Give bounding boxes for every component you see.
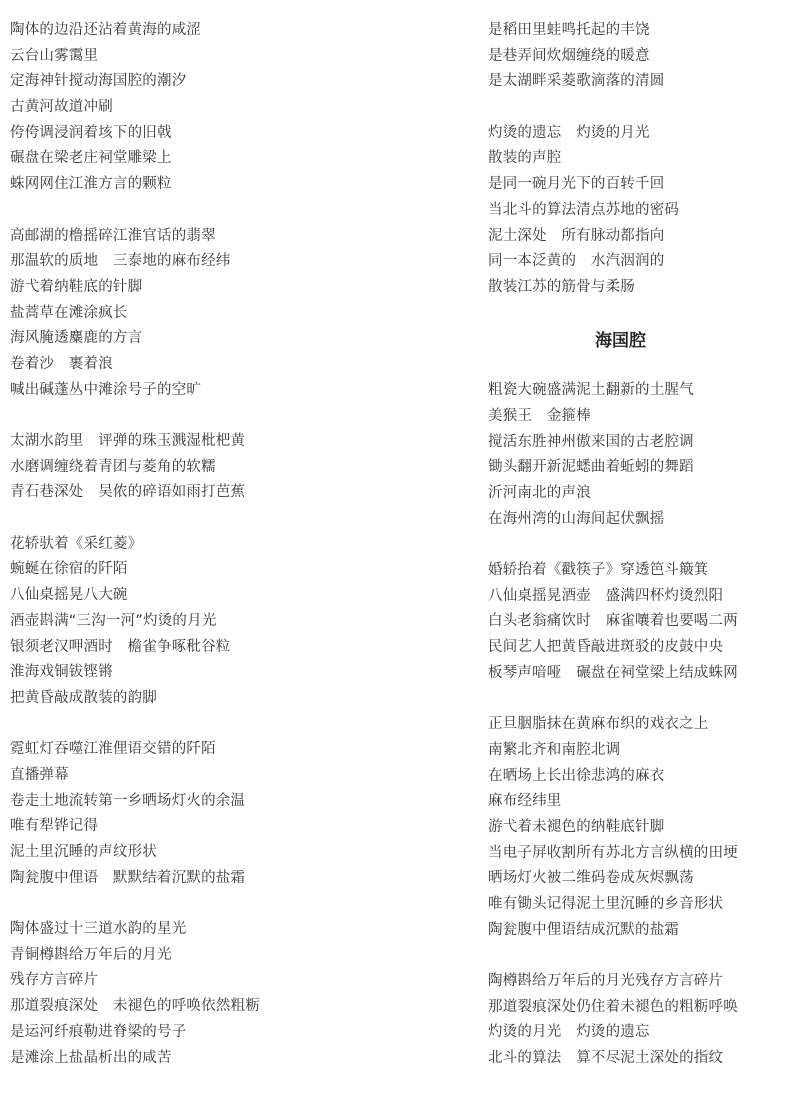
poem-line: 陶樽斟给万年后的月光残存方言碎片 — [488, 973, 724, 990]
poem-stanza — [10, 917, 390, 1071]
poem-line: 水磨调缠绕着青团与菱角的软糯 — [10, 458, 216, 475]
poem-line: 卷着沙 裹着浪 — [10, 355, 113, 372]
poem-line: 是巷弄间炊烟缠绕的暖意 — [488, 47, 650, 64]
poem-line: 蜿蜒在徐宿的阡陌 — [10, 561, 128, 578]
poem-stanza — [10, 429, 390, 506]
poem-line: 民间艺人把黄昏敲进斑驳的皮鼓中央 — [488, 639, 724, 656]
poem-line: 侉侉调浸润着垓下的旧戟 — [10, 124, 172, 141]
poem-line: 沂河南北的声浪 — [488, 485, 591, 501]
poem-line: 游弋着未褪色的纳鞋底针脚 — [488, 818, 665, 835]
right-column — [488, 18, 793, 1098]
poem-line: 是稻田里蛙鸣托起的丰饶 — [488, 22, 650, 38]
poem-line: 晒场灯火被二维码卷成灰烬飘荡 — [488, 870, 694, 887]
poem-line: 灼烫的遗忘 灼烫的月光 — [488, 124, 650, 141]
poem-line: 是滩涂上盐晶析出的咸苦 — [10, 1049, 172, 1066]
poem-line: 是同一碗月光下的百转千回 — [488, 176, 665, 193]
poem-line: 霓虹灯吞噬江淮俚语交错的阡陌 — [10, 741, 216, 758]
poem-line: 喊出碱蓬丛中滩涂号子的空旷 — [10, 381, 202, 398]
poem-line: 那温软的质地 三泰地的麻布经纬 — [10, 253, 231, 270]
poem-line: 银须老汉呷酒时 檐雀争啄秕谷粒 — [10, 638, 231, 655]
poem-line: 花轿驮着《采红菱》 — [10, 535, 143, 552]
poem-line: 那道裂痕深处仍住着未褪色的粗粝呼唤 — [488, 998, 738, 1015]
poem-stanza — [488, 121, 793, 301]
poem-line: 北斗的算法 算不尽泥土深处的指纹 — [488, 1050, 724, 1067]
poem-line: 散装的声腔 — [488, 150, 562, 167]
poem-stanza — [488, 18, 793, 95]
poem-line: 陶瓮腹中俚语 默默结着沉默的盐霜 — [10, 869, 246, 886]
left-column — [10, 18, 390, 1097]
poem-line: 搅活东胜神州傲来国的古老腔调 — [488, 433, 694, 450]
poem-line: 陶体盛过十三道水韵的星光 — [10, 921, 187, 938]
poem-stanza — [10, 532, 390, 712]
poem-line: 游弋着纳鞋底的针脚 — [10, 278, 143, 295]
poem-line: 青石巷深处 吴侬的碎语如雨打芭蕉 — [10, 484, 246, 501]
poem-stanza — [488, 378, 793, 532]
poem-line: 残存方言碎片 — [10, 972, 99, 989]
poem-line: 美猴王 金箍棒 — [488, 407, 591, 424]
poem-line: 当北斗的算法清点苏地的密码 — [488, 201, 680, 218]
poem-line: 青铜樽斟给万年后的月光 — [10, 946, 172, 963]
poem-line: 同一本泛黄的 水汽洇润的 — [488, 253, 665, 270]
poem-line: 正旦胭脂抹在黄麻布织的戏衣之上 — [488, 716, 709, 733]
poem-line: 定海神针搅动海国腔的潮汐 — [10, 73, 187, 90]
poem-line: 灼烫的月光 灼烫的遗忘 — [488, 1024, 650, 1041]
poem-line: 泥土里沉睡的声纹形状 — [10, 844, 157, 860]
poem-line: 麻布经纬里 — [488, 793, 562, 810]
poem-line: 那道裂痕深处 未褪色的呼唤依然粗粝 — [10, 998, 260, 1015]
poem-line: 卷走土地流转第一乡晒场灯火的余温 — [10, 792, 246, 809]
poem-line: 唯有锄头记得泥土里沉睡的乡音形状 — [488, 896, 724, 912]
poem-line: 锄头翻开新泥蟋曲着蚯蚓的舞蹈 — [488, 459, 694, 476]
poem-line: 散装江苏的筋骨与柔肠 — [488, 278, 635, 295]
poem-line: 蛛网网住江淮方言的颗粒 — [10, 176, 172, 193]
poem-line: 把黄昏敲成散装的韵脚 — [10, 689, 157, 706]
poem-line: 碾盘在梁老庄祠堂雕梁上 — [10, 150, 172, 167]
poem-line: 直播弹幕 — [10, 766, 69, 783]
poem-line: 是运河纤痕勒进脊梁的号子 — [10, 1023, 187, 1040]
poem-line: 唯有犁铧记得 — [10, 818, 99, 835]
poem-line: 当电子屏收割所有苏北方言纵横的田埂 — [488, 844, 738, 861]
poem-line: 粗瓷大碗盛满泥土翻新的土腥气 — [488, 382, 694, 399]
poem-line: 白头老翁痛饮时 麻雀嚷着也要喝二两 — [488, 613, 738, 630]
section-heading: 海国腔 — [595, 331, 646, 352]
poem-line: 陶瓮腹中俚语结成沉默的盐霜 — [488, 921, 680, 938]
poem-stanza — [488, 969, 793, 1072]
poem-line: 高邮湖的橹摇碎江淮官话的翡翠 — [10, 227, 216, 244]
poem-line: 婚轿抬着《戳筷子》穿透笆斗簸箕 — [488, 562, 709, 579]
poem-line: 是太湖畔采菱歌滴落的清圆 — [488, 73, 665, 90]
poem-line: 太湖水韵里 评弹的珠玉溅湿枇杷黄 — [10, 433, 246, 449]
poem-line: 在海州湾的山海间起伏飘摇 — [488, 510, 665, 527]
poem-line: 泥土深处 所有脉动都指向 — [488, 227, 665, 244]
poem-line: 酒壶斟满“三沟一河”灼烫的月光 — [10, 612, 217, 629]
poem-line: 八仙桌摇晃八大碗 — [10, 587, 128, 604]
poem-stanza — [488, 558, 793, 686]
poem-stanza — [488, 712, 793, 943]
poem-line: 海风腌透麋鹿的方言 — [10, 330, 143, 347]
poem-line: 古黄河故道冲刷 — [10, 99, 113, 116]
poem-line: 陶体的边沿还沾着黄海的咸涩 — [10, 22, 202, 38]
poem-line: 云台山雾霭里 — [10, 47, 99, 64]
poem-line: 板琴声喑哑 碾盘在祠堂梁上结成蛛网 — [488, 664, 738, 681]
poem-line: 南繁北齐和南腔北调 — [488, 741, 621, 758]
poem-line: 盐蒿草在滩涂疯长 — [10, 304, 128, 321]
poem-line: 淮海戏铜钹铿锵 — [10, 664, 113, 681]
poem-stanza — [10, 737, 390, 891]
poem-line: 八仙桌摇晃酒壶 盛满四杯灼烫烈阳 — [488, 587, 724, 604]
poem-stanza — [10, 224, 390, 404]
poem-line: 在晒场上长出徐悲鸿的麻衣 — [488, 767, 665, 784]
poem-stanza — [10, 18, 390, 198]
